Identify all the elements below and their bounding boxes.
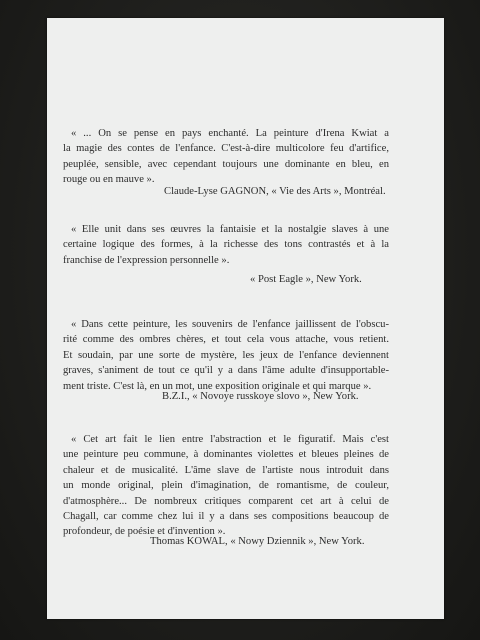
quote-line: ment triste. C'est là, en un mot, une exposition originale et qui marque ». [63, 380, 372, 392]
quote-text [63, 222, 389, 268]
quote-block-4 [63, 432, 389, 540]
quote-attribution-1: Claude-Lyse GAGNON, « Vie des Arts », Montréal. [164, 186, 386, 197]
quote-text [63, 317, 389, 394]
quote-line: rouge ou en mauve ». [63, 174, 155, 186]
quote-line: certaine logique des formes, à la richesse des tons contrastés et à la [63, 239, 389, 251]
quote-line: rité comme des ombres chères, et tout cela vous attache, vous retient. [63, 334, 389, 346]
quote-block-3 [63, 317, 389, 394]
quote-line: la magie des contes de l'enfance. C'est-à-dire multicolore feu d'artifice, [63, 143, 389, 155]
quote-block-1 [63, 126, 389, 188]
quote-line: graves, s'animent de tout ce qu'il y a dans l'âme adulte d'insupportable- [63, 365, 389, 377]
quote-text [63, 126, 389, 188]
quote-attribution-4: Thomas KOWAL, « Nowy Dziennik », New York. [150, 536, 365, 547]
quote-line: profondeur, de poésie et d'invention ». [63, 526, 226, 538]
quote-attribution-2: « Post Eagle », New York. [250, 274, 362, 285]
quote-line: peuplée, sensible, avec cependant toujours une dominante en bleu, en [63, 158, 389, 170]
quote-text [63, 432, 389, 540]
quote-line: « ... On se pense en pays enchanté. La peinture d'Irena Kwiat a [71, 128, 389, 139]
quote-line: « Cet art fait le lien entre l'abstraction et le figuratif. Mais c'est [71, 434, 389, 445]
quote-block-2 [63, 222, 389, 268]
quote-line: « Elle unit dans ses œuvres la fantaisie et la nostalgie slaves à une [71, 224, 389, 235]
quote-line: chaleur et de musicalité. L'âme slave de l'artiste nous introduit dans [63, 464, 389, 476]
quote-attribution-3: B.Z.I., « Novoye russkoye slovo », New York. [162, 391, 359, 402]
quote-line: un monde original, plein d'imagination, de romantisme, de couleur, [63, 480, 389, 492]
quote-line: d'atmosphère... De nombreux critiques comparent cet art à celui de [63, 495, 389, 507]
quote-line: « Dans cette peinture, les souvenirs de l'enfance jaillissent de l'obscu- [71, 319, 389, 330]
quote-line: franchise de l'expression personnelle ». [63, 254, 230, 266]
quote-line: une peinture peu commune, à dominantes violettes et bleues pleines de [63, 449, 389, 461]
quote-line: Chagall, car comme chez lui il y a dans ses compositions beaucoup de [63, 511, 389, 523]
quote-line: Et soudain, par une sorte de mystère, les jeux de l'enfance deviennent [63, 349, 389, 361]
